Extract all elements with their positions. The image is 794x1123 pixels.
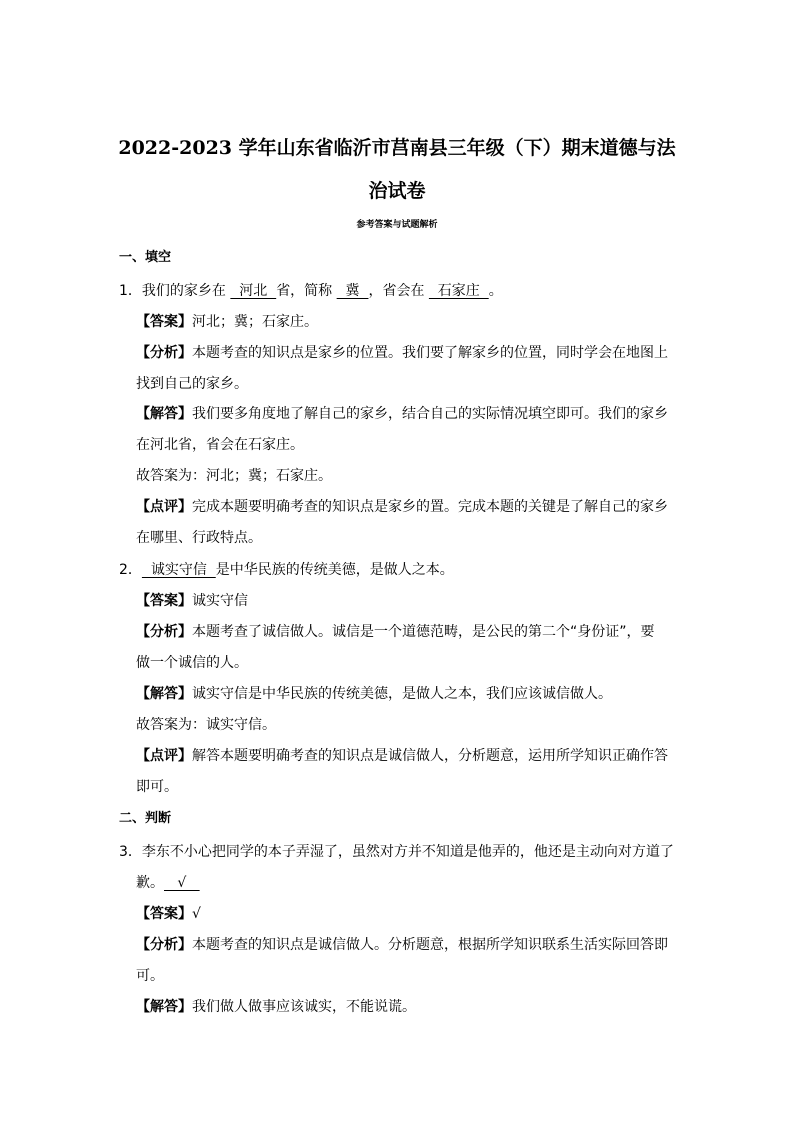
- question-text: 。: [488, 283, 503, 299]
- final-answer: 故答案为：诚实守信。: [136, 717, 276, 733]
- subtitle: 参考答案与试题解析: [356, 220, 438, 230]
- analysis-line: [136, 344, 668, 362]
- analysis-continuation: 可。: [136, 968, 164, 984]
- analysis-line: [136, 936, 668, 954]
- answer-tag: 【答案】: [136, 906, 192, 922]
- question-text: ，省会在: [368, 283, 425, 299]
- comment-text: 解答本题要明确考查的知识点是诚信做人，分析题意，运用所学知识正确作答: [192, 748, 668, 764]
- analysis-line: [136, 623, 655, 641]
- analysis-tag: 【分析】: [136, 345, 192, 361]
- answer-blank: 河北: [230, 283, 277, 299]
- analysis-text: 本题考查的知识点是家乡的位置。我们要了解家乡的位置，同时学会在地图上: [192, 345, 668, 361]
- analysis-tag: 【分析】: [136, 624, 192, 640]
- comment-text: 完成本题要明确考查的知识点是家乡的置。完成本题的关键是了解自己的家乡: [192, 499, 668, 515]
- comment-line: [136, 747, 668, 765]
- solution-text: 诚实守信是中华民族的传统美德，是做人之本，我们应该诚信做人。: [192, 686, 612, 702]
- section-heading-fill-blank: 一、填空: [119, 250, 172, 265]
- question-number: 2．: [119, 562, 142, 578]
- analysis-text: 本题考查了诚信做人。诚信是一个道德范畴，是公民的第二个“身份证”，要: [192, 624, 655, 640]
- analysis-tag: 【分析】: [136, 937, 192, 953]
- answer-blank: 诚实守信: [141, 562, 216, 578]
- solution-line: [136, 405, 668, 423]
- answer-text: 诚实守信: [192, 593, 248, 609]
- solution-text: 我们要多角度地了解自己的家乡，结合自己的实际情况填空即可。我们的家乡: [192, 406, 668, 422]
- answer-line: [136, 905, 201, 923]
- solution-line: [136, 998, 416, 1016]
- comment-continuation: 在哪里、行政特点。: [136, 530, 262, 546]
- title-line-1: 2022-2023 学年山东省临沂市莒南县三年级（下）期末道德与法: [118, 137, 676, 159]
- solution-tag: 【解答】: [136, 406, 192, 422]
- section-heading-judge: 二、判断: [119, 811, 172, 826]
- solution-continuation: 在河北省，省会在石家庄。: [136, 437, 304, 453]
- question-text: 我们的家乡在: [141, 283, 226, 299]
- solution-tag: 【解答】: [136, 999, 192, 1015]
- question-text: 歉。: [136, 875, 164, 891]
- question-text: 是中华民族的传统美德，是做人之本。: [215, 562, 454, 578]
- question-continuation: [136, 874, 200, 892]
- question-number: 1．: [119, 283, 142, 299]
- comment-continuation: 即可。: [136, 779, 178, 795]
- title-line-2: 治试卷: [368, 180, 426, 202]
- analysis-continuation: 做一个诚信的人。: [136, 655, 248, 671]
- question-3: [119, 843, 674, 861]
- comment-tag: 【点评】: [136, 499, 192, 515]
- comment-tag: 【点评】: [136, 748, 192, 764]
- question-text: 李东不小心把同学的本子弄湿了，虽然对方并不知道是他弄的，他还是主动向对方道了: [141, 844, 674, 860]
- solution-line: [136, 685, 612, 703]
- answer-tag: 【答案】: [136, 593, 192, 609]
- final-answer: 故答案为：河北；冀；石家庄。: [136, 468, 332, 484]
- answer-tag: 【答案】: [136, 314, 192, 330]
- analysis-text: 本题考查的知识点是诚信做人。分析题意，根据所学知识联系生活实际回答即: [192, 937, 668, 953]
- answer-line: [136, 313, 318, 331]
- answer-line: [136, 592, 248, 610]
- answer-blank: 石家庄: [428, 283, 489, 299]
- solution-text: 我们做人做事应该诚实，不能说谎。: [192, 999, 416, 1015]
- analysis-continuation: 找到自己的家乡。: [136, 376, 248, 392]
- solution-tag: 【解答】: [136, 686, 192, 702]
- answer-blank: 冀: [336, 283, 369, 299]
- question-2: [119, 561, 454, 579]
- question-number: 3．: [119, 844, 142, 860]
- question-text: 省，简称: [276, 283, 333, 299]
- answer-text: 河北；冀；石家庄。: [192, 314, 318, 330]
- answer-text: √: [192, 906, 201, 922]
- answer-blank: √: [164, 875, 200, 891]
- question-1: [119, 282, 503, 300]
- comment-line: [136, 498, 668, 516]
